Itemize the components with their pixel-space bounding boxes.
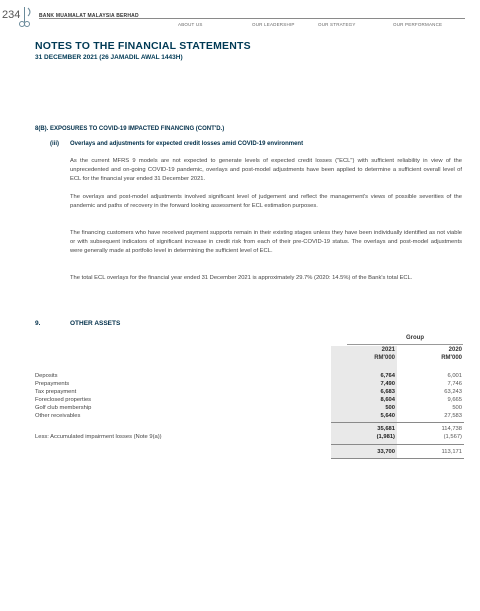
group-label: Group — [406, 335, 424, 341]
section-heading: 8(B). EXPOSURES TO COVID-19 IMPACTED FINANCING (CONT'D.) — [35, 126, 225, 132]
table-cell-2020: 7,746 — [447, 381, 462, 387]
subsection-number: (iii) — [50, 141, 59, 147]
total-bottom-divider — [331, 458, 464, 459]
table-cell-2020: 500 — [452, 405, 462, 411]
column-year-2020: 2020 — [448, 347, 462, 353]
total-top-divider — [331, 444, 464, 445]
nav-about-us[interactable]: ABOUT US — [178, 22, 203, 27]
impairment-label: Less: Accumulated impairment losses (Note 9(a)) — [35, 434, 162, 440]
page-number: 234 — [2, 9, 21, 21]
table-row-label: Tax prepayment — [35, 389, 77, 395]
paragraph: The total ECL overlays for the financial year ended 31 December 2021 is approximately 29.7% (2020: 14.5%) of the Bank's total ECL. — [70, 275, 413, 281]
note-title: OTHER ASSETS — [70, 320, 121, 327]
nav-our-leadership[interactable]: OUR LEADERSHIP — [252, 22, 295, 27]
note-number: 9. — [35, 320, 41, 327]
impairment-2020: (1,567) — [443, 434, 462, 440]
table-row-label: Prepayments — [35, 381, 70, 387]
table-row-label: Deposits — [35, 373, 58, 379]
subtotal-divider — [331, 422, 464, 423]
table-row-label: Golf club membership — [35, 405, 92, 411]
subtotal-2020: 114,738 — [441, 426, 462, 432]
total-2021: 33,700 — [377, 449, 395, 455]
table-cell-2021: 500 — [385, 405, 395, 411]
nav-our-performance[interactable]: OUR PERFORMANCE — [393, 22, 443, 27]
column-unit-2020: RM'000 — [441, 355, 462, 361]
paragraph: As the current MFRS 9 models are not expected to generate levels of expected credit losses ("ECL") with sufficient reliability in view of the unprecedented and on-going COVID-19 pandemic, overlays and post-model adjustments have been applied to determine a sufficient overall level of ECL for the financial year ended 31 December 2021. — [70, 158, 462, 182]
header-divider — [39, 18, 465, 19]
nav-our-strategy[interactable]: OUR STRATEGY — [318, 22, 356, 27]
bank-name: BANK MUAMALAT MALAYSIA BERHAD — [39, 13, 139, 19]
table-cell-2020: 6,001 — [447, 373, 462, 379]
table-cell-2020: 27,583 — [444, 413, 462, 419]
group-divider — [347, 344, 463, 345]
impairment-2021: (1,981) — [376, 434, 395, 440]
paragraph: The financing customers who have received payment supports remain in their existing stages unless they have been individually identified as not viable or with subsequent indicators of significant increase in credit risk from each of their pre-COVID-19 status. The overlays and post-model adjustments were generally made at portfolio level in determining the sufficient level of ECL. — [70, 230, 462, 254]
table-cell-2021: 8,604 — [380, 397, 395, 403]
total-2020: 113,171 — [441, 449, 462, 455]
table-cell-2021: 6,683 — [380, 389, 395, 395]
table-cell-2021: 5,640 — [380, 413, 395, 419]
column-unit-2021: RM'000 — [374, 355, 395, 361]
table-cell-2020: 63,243 — [444, 389, 462, 395]
column-year-2021: 2021 — [381, 347, 395, 353]
bank-logo-icon — [18, 4, 38, 28]
table-cell-2020: 9,665 — [447, 397, 462, 403]
table-row-label: Foreclosed properties — [35, 397, 92, 403]
page-title: NOTES TO THE FINANCIAL STATEMENTS — [35, 40, 251, 52]
table-cell-2021: 6,764 — [380, 373, 395, 379]
table-row-label: Other receivables — [35, 413, 81, 419]
subtotal-2021: 35,681 — [377, 426, 395, 432]
subsection-title: Overlays and adjustments for expected credit losses amid COVID-19 environment — [70, 141, 304, 147]
page-subtitle: 31 DECEMBER 2021 (26 JAMADIL AWAL 1443H) — [35, 54, 183, 61]
table-cell-2021: 7,490 — [380, 381, 395, 387]
paragraph: The overlays and post-model adjustments involved significant level of judgement and reflect the management's views of possible severities of the pandemic and paths of recovery in the forward looking assessment for ECL estimation purposes. — [70, 194, 462, 209]
